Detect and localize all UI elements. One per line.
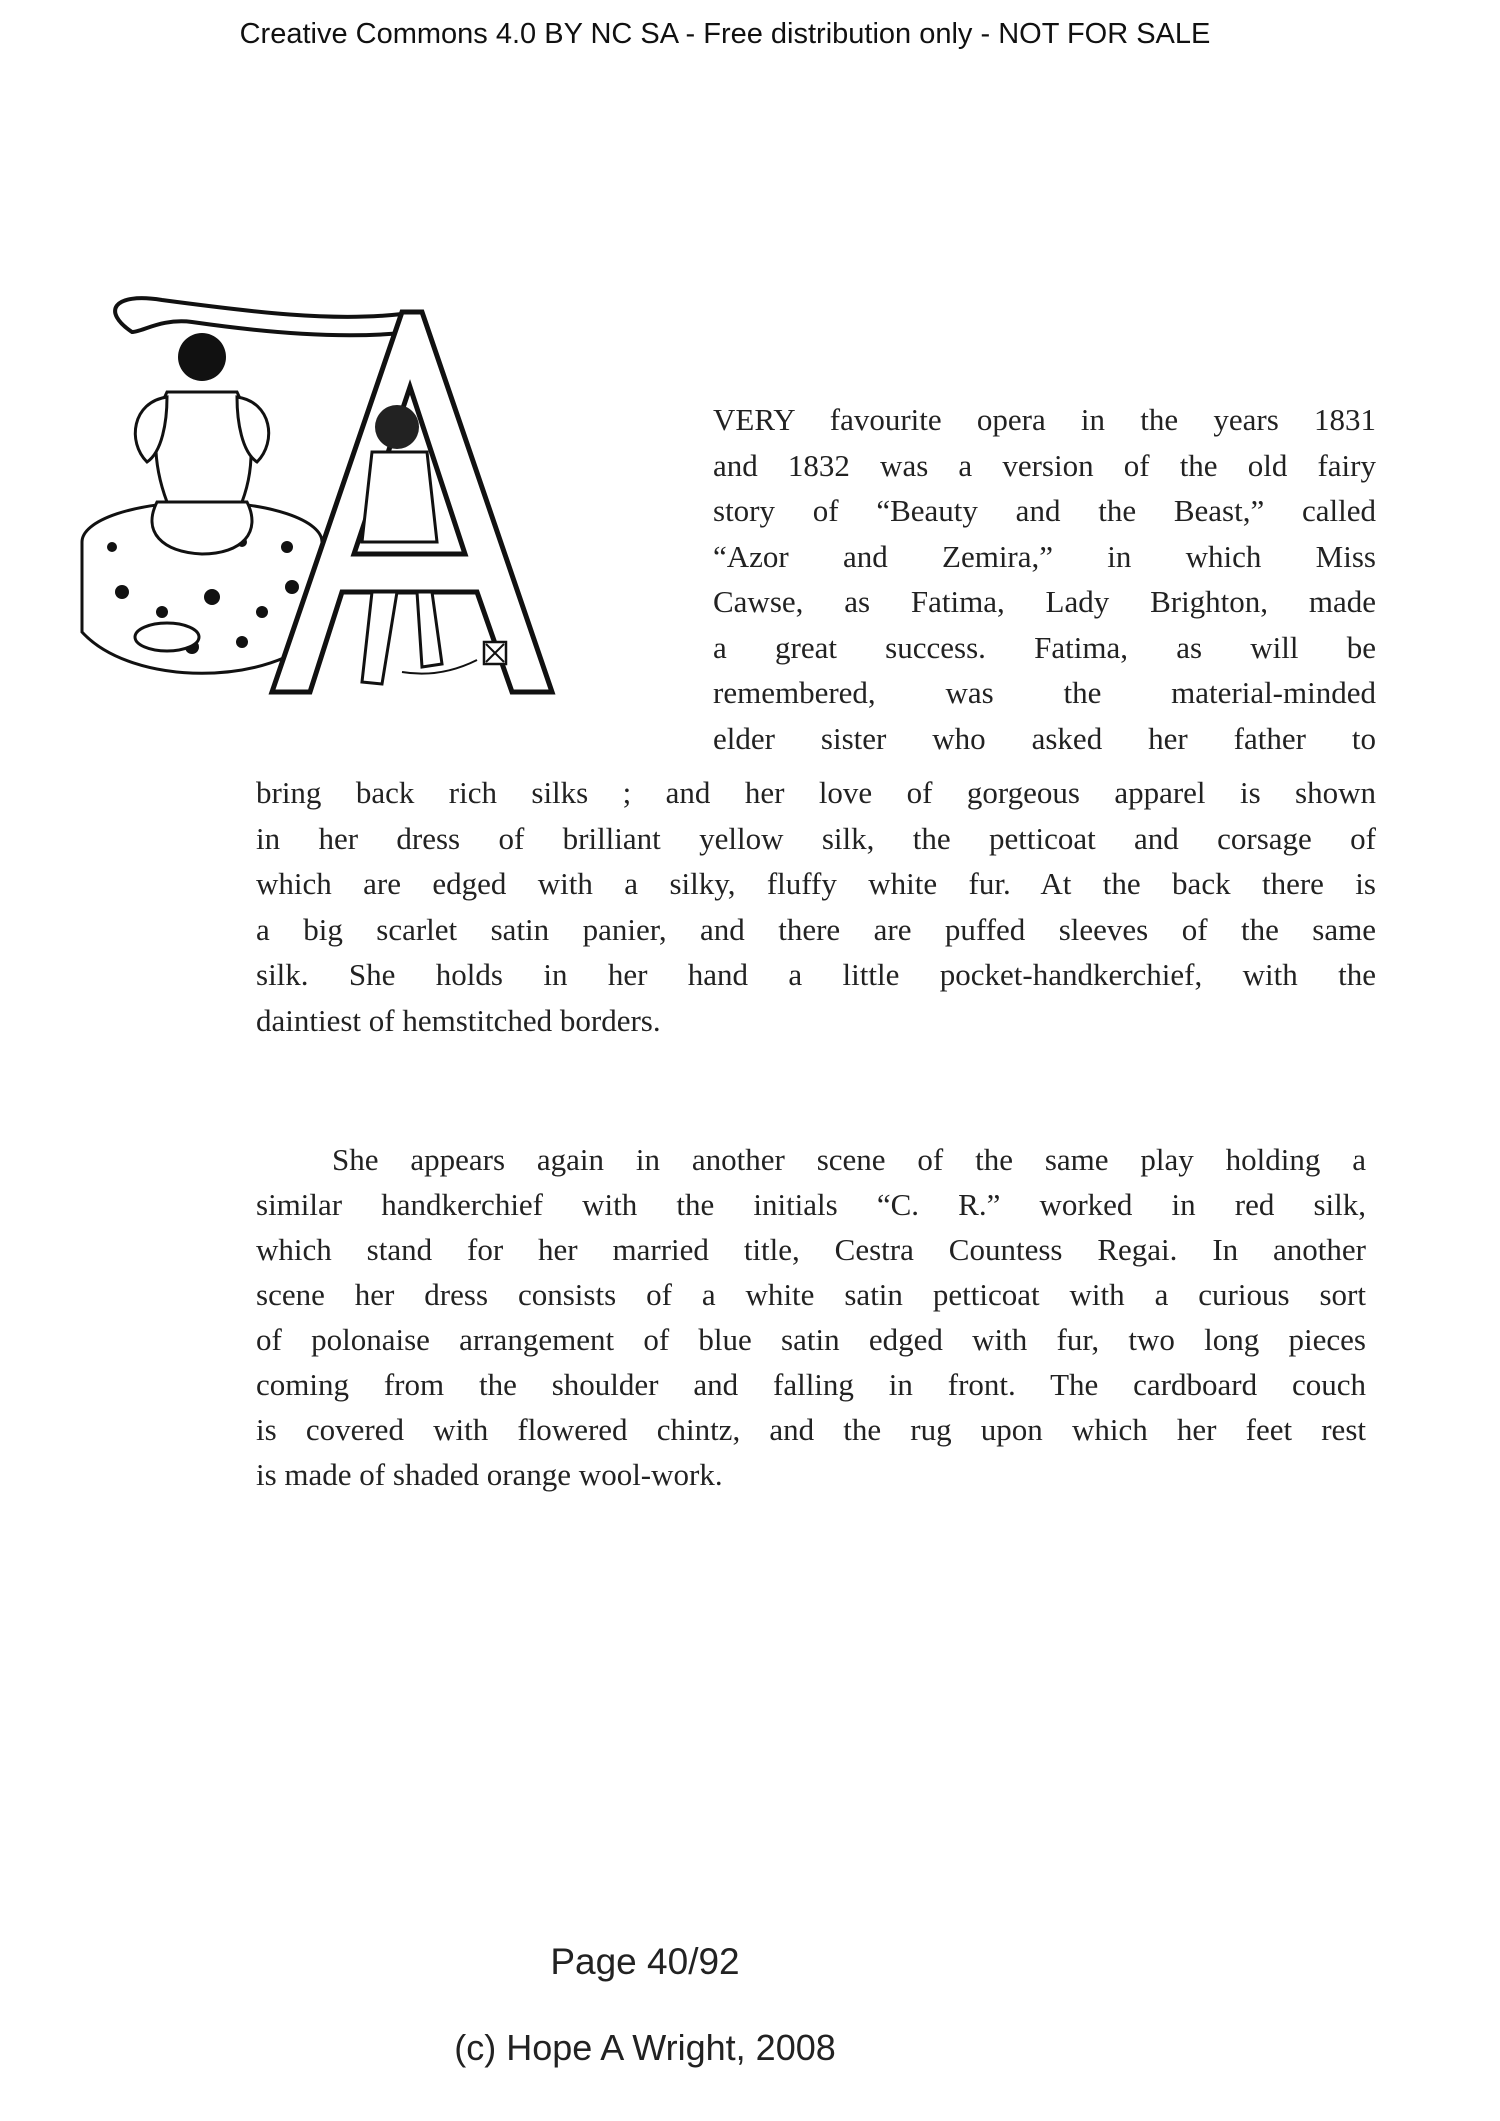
text-line: similar handkerchief with the initials “C. R.” worked in red silk, (256, 1187, 1366, 1222)
text-line: a great success. Fatima, as will be (713, 629, 1376, 665)
lady-head (178, 333, 226, 381)
text-line: scene her dress consists of a white satin petticoat with a curious sort (256, 1277, 1366, 1312)
text-line: Cawse, as Fatima, Lady Brighton, made (713, 584, 1376, 619)
text-line: remembered, was the material-minded (713, 675, 1376, 710)
text-line: silk. She holds in her hand a little pocket-handkerchief, with the (256, 957, 1376, 992)
text-line: coming from the shoulder and falling in front. The cardboard couch (256, 1367, 1366, 1402)
text-line: daintiest of hemstitched borders. (256, 1002, 661, 1038)
paragraph-1-wrapped (713, 397, 1376, 761)
text-line: “Azor and Zemira,” in which Miss (713, 538, 1376, 574)
copyright: (c) Hope A Wright, 2008 (454, 2027, 836, 2068)
paragraph-1-full (256, 770, 1376, 1043)
text-line: which are edged with a silky, fluffy white fur. At the back there is (256, 866, 1376, 901)
text-line: and 1832 was a version of the old fairy (713, 447, 1376, 483)
text-line: of polonaise arrangement of blue satin edged with fur, two long pieces (256, 1322, 1366, 1357)
text-line: bring back rich silks ; and her love of gorgeous apparel is shown (256, 775, 1376, 810)
text-line: VERY favourite opera in the years 1831 (713, 402, 1376, 437)
license-notice: Creative Commons 4.0 BY NC SA - Free distribution only - NOT FOR SALE (239, 18, 1211, 50)
text-line: is made of shaded orange wool-work. (256, 1457, 723, 1492)
text-line: a big scarlet satin panier, and there are puffed sleeves of the same (256, 911, 1376, 947)
text-line: story of “Beauty and the Beast,” called (713, 493, 1376, 528)
page-number: Page 40/92 (550, 1941, 740, 1982)
text-line: elder sister who asked her father to (713, 720, 1376, 756)
text-line: She appears again in another scene of the same play holding a (332, 1142, 1366, 1177)
drop-cap-illustration (72, 292, 692, 712)
text-line: which stand for her married title, Cestra Countess Regai. In another (256, 1232, 1366, 1267)
paragraph-2 (256, 1137, 1366, 1497)
text-line: is covered with flowered chintz, and the rug upon which her feet rest (256, 1412, 1366, 1447)
text-line: in her dress of brilliant yellow silk, the petticoat and corsage of (256, 820, 1376, 856)
banner-scroll (115, 298, 412, 335)
